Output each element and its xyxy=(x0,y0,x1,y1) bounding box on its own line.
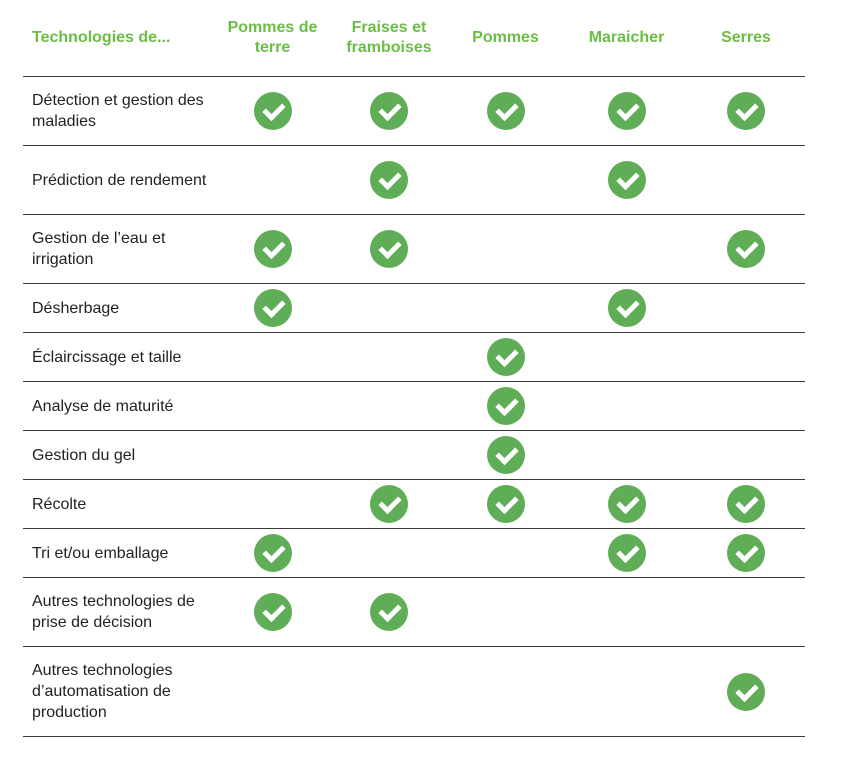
header-serres: Serres xyxy=(687,0,805,77)
checkmark-circle-icon xyxy=(487,485,525,523)
checkmark-circle-icon xyxy=(608,92,646,130)
row-label: Tri et/ou emballage xyxy=(23,529,212,578)
check-cell xyxy=(566,382,687,431)
check-cell xyxy=(687,382,805,431)
check-cell xyxy=(566,431,687,480)
check-cell xyxy=(687,215,805,284)
checkmark-circle-icon xyxy=(487,338,525,376)
check-cell xyxy=(333,647,445,737)
check-cell xyxy=(566,77,687,146)
checkmark-circle-icon xyxy=(254,593,292,631)
table-row xyxy=(23,480,805,529)
check-cell xyxy=(212,529,333,578)
table-row xyxy=(23,647,805,737)
check-cell xyxy=(687,529,805,578)
checkmark-circle-icon xyxy=(370,593,408,631)
checkmark-circle-icon xyxy=(727,673,765,711)
check-cell xyxy=(445,215,566,284)
check-cell xyxy=(212,77,333,146)
check-cell xyxy=(566,284,687,333)
table-row xyxy=(23,333,805,382)
row-label: Autres technologies de prise de décision xyxy=(23,578,212,647)
check-cell xyxy=(212,431,333,480)
row-label: Analyse de maturité xyxy=(23,382,212,431)
check-cell xyxy=(212,215,333,284)
header-pommes: Pommes xyxy=(445,0,566,77)
check-cell xyxy=(445,647,566,737)
technology-table-container xyxy=(23,0,805,737)
check-cell xyxy=(445,529,566,578)
checkmark-circle-icon xyxy=(727,534,765,572)
check-cell xyxy=(333,77,445,146)
check-cell xyxy=(687,284,805,333)
check-cell xyxy=(212,480,333,529)
row-label: Gestion du gel xyxy=(23,431,212,480)
check-cell xyxy=(333,529,445,578)
row-label: Éclaircissage et taille xyxy=(23,333,212,382)
check-cell xyxy=(687,146,805,215)
row-label: Gestion de l’eau et irrigation xyxy=(23,215,212,284)
table-row xyxy=(23,529,805,578)
check-cell xyxy=(212,333,333,382)
table-row xyxy=(23,77,805,146)
checkmark-circle-icon xyxy=(727,485,765,523)
check-cell xyxy=(687,480,805,529)
check-cell xyxy=(687,431,805,480)
check-cell xyxy=(212,382,333,431)
check-cell xyxy=(566,333,687,382)
checkmark-circle-icon xyxy=(370,92,408,130)
check-cell xyxy=(566,529,687,578)
check-cell xyxy=(566,480,687,529)
table-row xyxy=(23,215,805,284)
check-cell xyxy=(566,215,687,284)
row-label: Autres technologies d’automatisation de production xyxy=(23,647,212,737)
check-cell xyxy=(333,480,445,529)
check-cell xyxy=(445,480,566,529)
header-pommes-de-terre: Pommes de terre xyxy=(212,0,333,77)
check-cell xyxy=(445,77,566,146)
checkmark-circle-icon xyxy=(254,534,292,572)
check-cell xyxy=(566,647,687,737)
check-cell xyxy=(333,431,445,480)
checkmark-circle-icon xyxy=(608,289,646,327)
table-row xyxy=(23,431,805,480)
check-cell xyxy=(687,77,805,146)
checkmark-circle-icon xyxy=(727,230,765,268)
checkmark-circle-icon xyxy=(254,92,292,130)
checkmark-circle-icon xyxy=(727,92,765,130)
checkmark-circle-icon xyxy=(254,289,292,327)
table-row xyxy=(23,382,805,431)
check-cell xyxy=(445,333,566,382)
check-cell xyxy=(212,284,333,333)
row-label: Détection et gestion des maladies xyxy=(23,77,212,146)
check-cell xyxy=(333,382,445,431)
check-cell xyxy=(687,647,805,737)
checkmark-circle-icon xyxy=(487,92,525,130)
check-cell xyxy=(333,284,445,333)
check-cell xyxy=(687,578,805,647)
check-cell xyxy=(687,333,805,382)
header-technologies: Technologies de... xyxy=(23,0,212,77)
check-cell xyxy=(333,333,445,382)
checkmark-circle-icon xyxy=(487,387,525,425)
check-cell xyxy=(333,215,445,284)
check-cell xyxy=(212,578,333,647)
checkmark-circle-icon xyxy=(370,485,408,523)
check-cell xyxy=(445,284,566,333)
check-cell xyxy=(445,146,566,215)
header-fraises-framboises: Fraises et framboises xyxy=(333,0,445,77)
header-maraicher: Maraicher xyxy=(566,0,687,77)
technology-crop-table xyxy=(23,0,805,737)
check-cell xyxy=(212,647,333,737)
check-cell xyxy=(333,578,445,647)
check-cell xyxy=(333,146,445,215)
table-row xyxy=(23,284,805,333)
checkmark-circle-icon xyxy=(608,161,646,199)
check-cell xyxy=(445,382,566,431)
check-cell xyxy=(566,146,687,215)
checkmark-circle-icon xyxy=(487,436,525,474)
checkmark-circle-icon xyxy=(370,230,408,268)
table-row xyxy=(23,146,805,215)
row-label: Récolte xyxy=(23,480,212,529)
checkmark-circle-icon xyxy=(608,534,646,572)
row-label: Désherbage xyxy=(23,284,212,333)
check-cell xyxy=(212,146,333,215)
row-label: Prédiction de rendement xyxy=(23,146,212,215)
check-cell xyxy=(445,578,566,647)
checkmark-circle-icon xyxy=(254,230,292,268)
checkmark-circle-icon xyxy=(608,485,646,523)
checkmark-circle-icon xyxy=(370,161,408,199)
table-row xyxy=(23,578,805,647)
check-cell xyxy=(566,578,687,647)
header-row xyxy=(23,0,805,77)
check-cell xyxy=(445,431,566,480)
